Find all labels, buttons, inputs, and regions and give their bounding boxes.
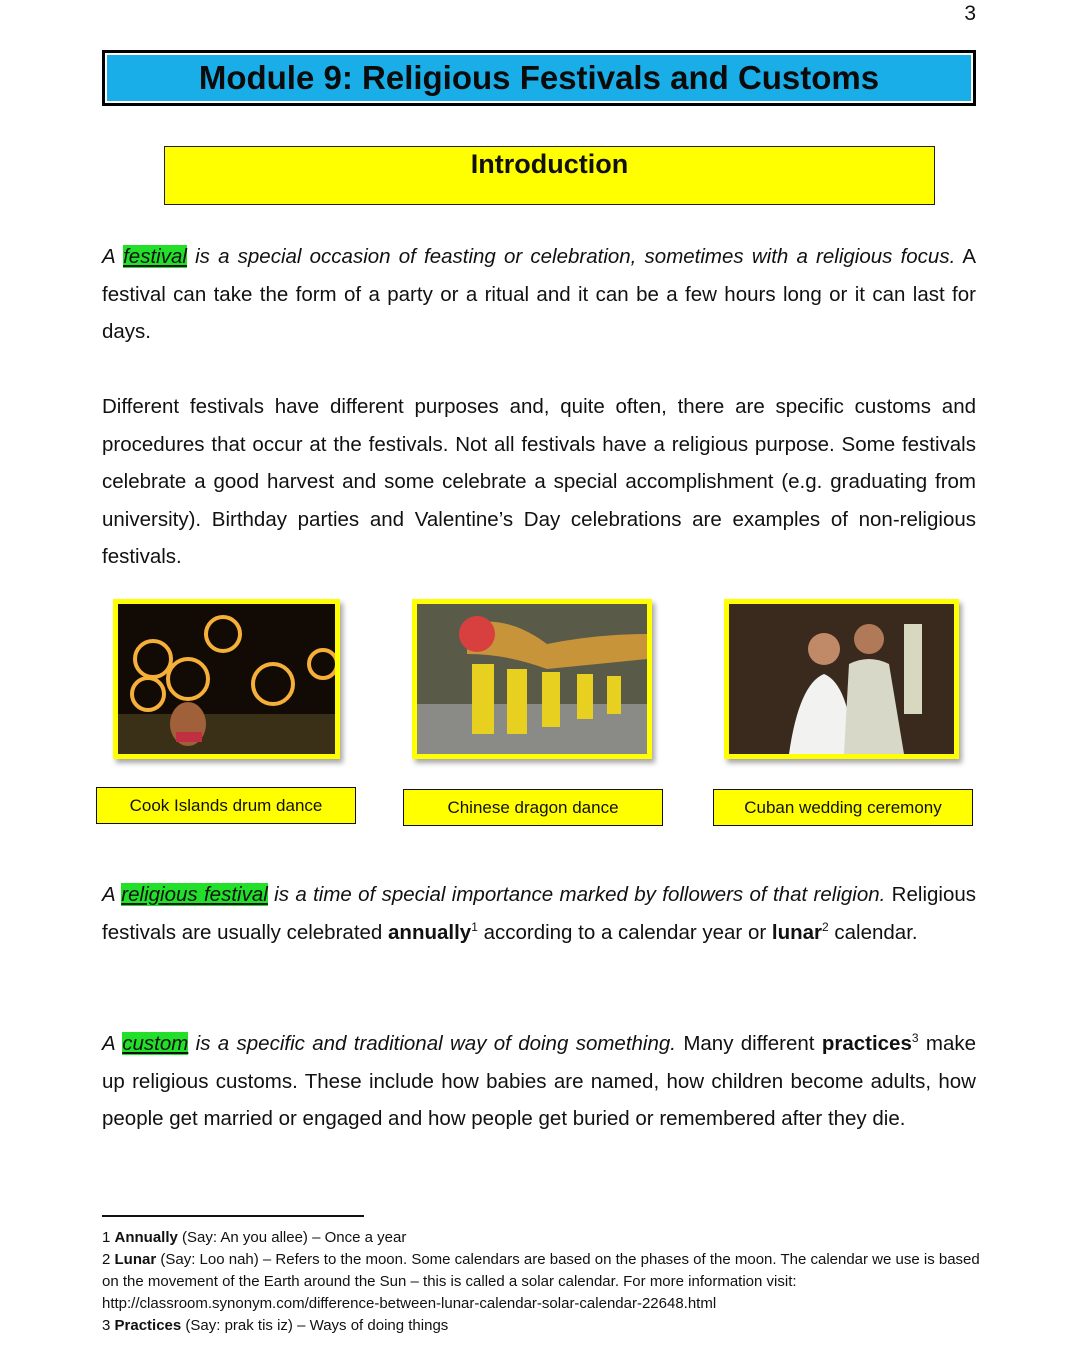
footnote-3 bbox=[102, 1315, 982, 1337]
footnote-term: Lunar bbox=[114, 1251, 157, 1268]
footnote-1 bbox=[102, 1227, 982, 1249]
text: according to a calendar year or bbox=[477, 920, 772, 944]
caption-cuban-wedding: Cuban wedding ceremony bbox=[713, 789, 973, 826]
photo-cuban-wedding bbox=[724, 599, 959, 759]
definition-text: is a special occasion of feasting or celebration, sometimes with a religious focus. bbox=[186, 245, 956, 268]
footnote-text: (Say: prak tis iz) – Ways of doing things bbox=[181, 1317, 449, 1334]
text: make up religious customs. These include how babies are named, how children become adults, how people get married or engaged and how people get buried or remembered after they die. bbox=[102, 1032, 977, 1131]
footnote-text: (Say: An you allee) – Once a year bbox=[177, 1229, 407, 1246]
footnote-text: (Say: Loo nah) – Refers to the moon. Some calendars are based on the phases of the moon. The calendar we use is based on the movement of the Earth around the Sun – this is called a solar calendar. For more information visit: http://classroom.synonym.com/difference-between-lunar-calendar-solar-calendar-22648.html bbox=[102, 1251, 980, 1312]
term-religious-festival: religious festival bbox=[121, 883, 268, 906]
definition-text: is a specific and traditional way of doing something. bbox=[188, 1032, 676, 1055]
footnote-term: Annually bbox=[114, 1229, 178, 1246]
term-annually: annually bbox=[388, 920, 472, 944]
module-title: Module 9: Religious Festivals and Customs bbox=[198, 59, 880, 96]
text: A festival can take the form of a party or a ritual and it can be a few hours long or it can last for days. bbox=[102, 245, 977, 344]
module-title-banner bbox=[102, 50, 976, 106]
footnote-ref-3[interactable]: 3 bbox=[911, 1031, 919, 1046]
photo-dragon-dance bbox=[412, 599, 652, 759]
text: A bbox=[102, 245, 124, 268]
paragraph-festival-purposes: Different festivals have different purposes and, quite often, there are specific customs and procedures that occur at the festivals. Not all festivals have a religious purpose. Some festivals celebrate a good harvest and some celebrate a special accomplishment (e.g. graduating from university). Birthday parties and Valentine’s Day celebrations are examples of non-religious festivals. bbox=[102, 395, 976, 569]
dragon-dance-image bbox=[417, 604, 647, 754]
term-festival: festival bbox=[123, 245, 187, 268]
footnote-ref-2[interactable]: 2 bbox=[822, 919, 829, 934]
text: calendar. bbox=[828, 920, 918, 944]
wedding-image bbox=[729, 604, 954, 754]
footnote-2 bbox=[102, 1249, 982, 1315]
text: Many different bbox=[675, 1032, 822, 1055]
caption-dragon-dance: Chinese dragon dance bbox=[403, 789, 663, 826]
text: Religious festivals are usually celebrated bbox=[102, 883, 977, 944]
text: A bbox=[102, 1032, 123, 1055]
term-custom: custom bbox=[122, 1032, 189, 1055]
text: A bbox=[102, 883, 122, 906]
photo-cook-islands bbox=[113, 599, 340, 759]
term-lunar: lunar bbox=[771, 920, 822, 944]
page-number: 3 bbox=[964, 2, 976, 25]
paragraph-religious-festival bbox=[102, 876, 976, 951]
footnotes bbox=[102, 1227, 982, 1337]
section-title: Introduction bbox=[470, 149, 629, 179]
footnote-number: 2 bbox=[102, 1251, 115, 1268]
fire-dance-image bbox=[118, 604, 335, 754]
footnote-term: Practices bbox=[114, 1317, 182, 1334]
caption-cook-islands: Cook Islands drum dance bbox=[96, 787, 356, 824]
footnote-divider bbox=[102, 1215, 364, 1217]
definition-text: is a time of special importance marked by followers of that religion. bbox=[267, 883, 886, 906]
paragraph-custom bbox=[102, 1025, 976, 1138]
paragraph-festival-definition bbox=[102, 238, 976, 351]
footnote-number: 3 bbox=[102, 1317, 115, 1334]
footnote-number: 1 bbox=[102, 1229, 115, 1246]
section-title-box bbox=[164, 146, 935, 205]
footnote-ref-1[interactable]: 1 bbox=[471, 919, 478, 934]
term-practices: practices bbox=[821, 1032, 912, 1055]
